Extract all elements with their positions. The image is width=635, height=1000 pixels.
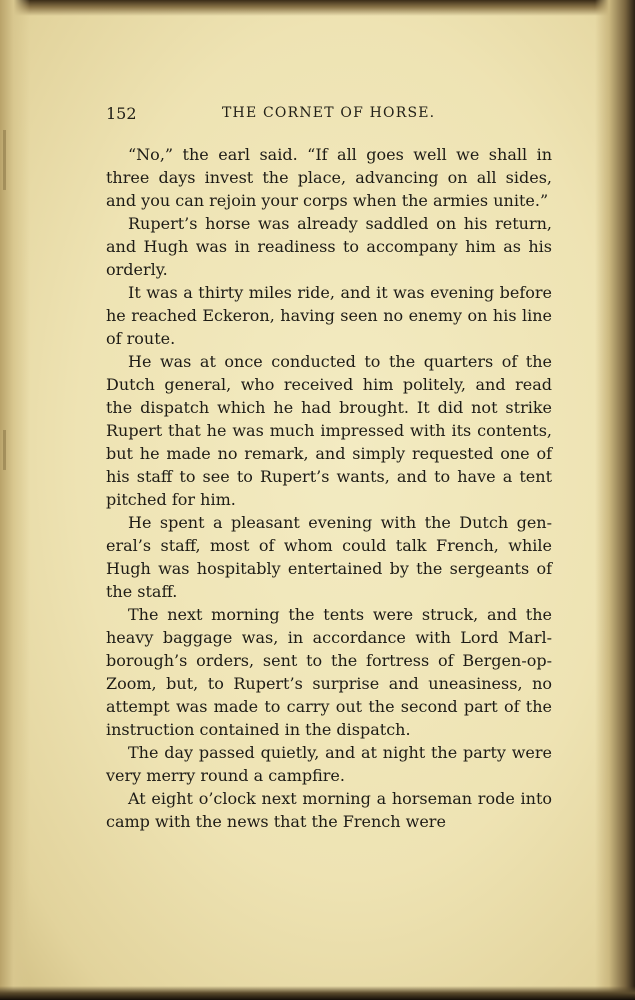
paragraph: He spent a pleasant evening with the Dutch general’s staff, most of whom could talk French, while Hugh was hospitably entertained by the sergeants of the staff. <box>106 513 552 601</box>
page-header <box>106 104 552 128</box>
paragraph: Rupert’s horse was already saddled on his return, and Hugh was in readiness to accompany him as his orderly. <box>106 214 552 279</box>
binding-mark <box>3 430 6 470</box>
paragraph: “No,” the earl said. “If all goes well we shall in three days invest the place, advancing on all sides, and you can rejoin your corps when the armies unite.” <box>106 145 552 210</box>
page-number: 152 <box>106 104 137 123</box>
running-title: THE CORNET OF HORSE. <box>222 105 436 121</box>
page-top-shadow <box>0 0 635 16</box>
binding-mark <box>3 130 6 190</box>
body-text <box>106 143 552 833</box>
page-edge-shadow <box>595 0 635 1000</box>
paragraph: At eight o’clock next morning a horseman rode into camp with the news that the French were <box>106 789 552 831</box>
paragraph: The day passed quietly, and at night the party were very merry round a campfire. <box>106 743 552 785</box>
paragraph: The next morning the tents were struck, and the heavy baggage was, in accordance with Lord Marlborough’s orders, sent to the fortress of Bergen-op-Zoom, but, to Rupert’s surprise and uneasiness, no attempt was made to carry out the second part of the instruction contained in the dispatch. <box>106 605 552 739</box>
page-bottom-shadow <box>0 986 635 1000</box>
paragraph: It was a thirty miles ride, and it was evening before he reached Eckeron, having seen no enemy on his line of route. <box>106 283 552 348</box>
paragraph: He was at once conducted to the quarters of the Dutch general, who received him politely, and read the dispatch which he had brought. It did not strike Rupert that he was much impressed with its contents, but he made no remark, and simply requested one of his staff to see to Rupert’s wants, and to have a tent pitched for him. <box>106 352 552 509</box>
